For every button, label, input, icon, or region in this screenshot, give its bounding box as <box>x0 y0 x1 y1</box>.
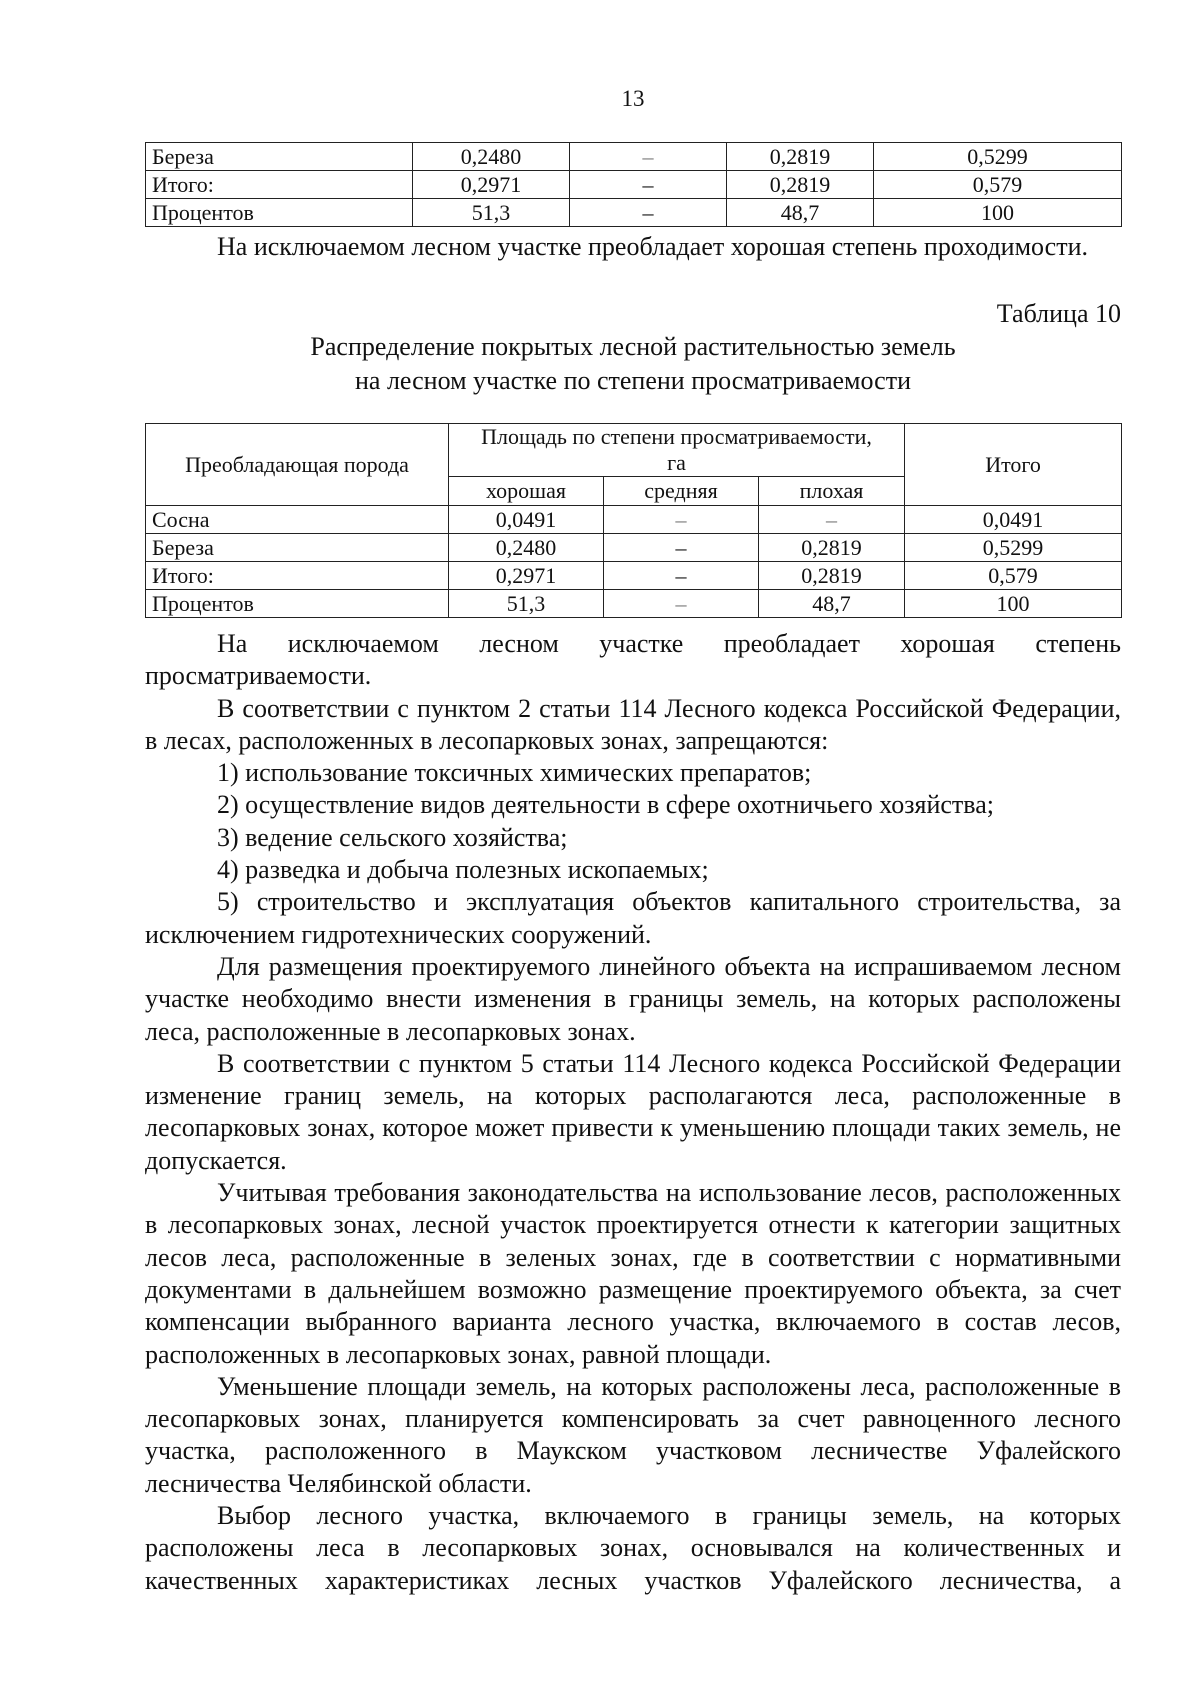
table-row <box>146 199 1122 227</box>
cell-species: Итого: <box>146 171 413 199</box>
cell-total: 100 <box>905 590 1122 618</box>
header-species: Преобладающая порода <box>146 424 449 506</box>
paragraph-article-2: В соответствии с пунктом 2 статьи 114 Лесного кодекса Российской Федерации, в лесах, расположенных в лесопарковых зонах, запрещаются: <box>145 693 1121 755</box>
paragraph-choice: Выбор лесного участка, включаемого в границы земель, на которых расположены леса в лесопарковых зонах, основывался на количественных и качественных характеристиках лесных участков Уфалейского лесничества, а <box>145 1501 1121 1595</box>
subheader-poor: плохая <box>759 477 905 506</box>
paragraph-passability: На исключаемом лесном участке преобладает хорошая степень проходимости. <box>217 232 1088 261</box>
header-area-line: га <box>667 450 686 475</box>
cell-total: 0,5299 <box>874 143 1122 171</box>
list-item: 5) строительство и эксплуатация объектов капитального строительства, за исключением гидротехнических сооружений. <box>145 887 1121 949</box>
list-item: 4) разведка и добыча полезных ископаемых; <box>217 855 709 885</box>
table-caption: Таблица 10 <box>996 299 1121 328</box>
cell-value: 0,2819 <box>759 534 905 562</box>
cell-value: 0,0491 <box>449 506 604 534</box>
body-text <box>145 628 1121 1597</box>
cell-species: Процентов <box>146 590 449 618</box>
cell-total: 0,579 <box>905 562 1122 590</box>
table-row <box>146 590 1122 618</box>
cell-total: 0,0491 <box>905 506 1122 534</box>
cell-total: 0,579 <box>874 171 1122 199</box>
header-area <box>449 424 905 477</box>
cell-value: 0,2819 <box>727 143 874 171</box>
cell-value: – <box>759 506 905 534</box>
table-title <box>145 330 1121 398</box>
cell-value: 0,2971 <box>413 171 570 199</box>
cell-value: – <box>604 562 759 590</box>
table-row <box>146 562 1122 590</box>
paragraph-article-5: В соответствии с пунктом 5 статьи 114 Лесного кодекса Российской Федерации изменение границ земель, на которых располагаются леса, расположенные в лесопарковых зонах, которое может привести к уменьшению площади таких земель, не допускается. <box>145 1048 1121 1175</box>
list-item: 1) использование токсичных химических препаратов; <box>217 758 812 788</box>
cell-species: Береза <box>146 534 449 562</box>
cell-value: 51,3 <box>449 590 604 618</box>
page-number: 13 <box>621 86 645 111</box>
cell-value: 0,2480 <box>449 534 604 562</box>
table-header-row <box>146 424 1122 477</box>
cell-total: 0,5299 <box>905 534 1122 562</box>
cell-value: 0,2971 <box>449 562 604 590</box>
cell-value: – <box>604 534 759 562</box>
cell-value: 48,7 <box>759 590 905 618</box>
cell-value: – <box>570 199 727 227</box>
cell-species: Итого: <box>146 562 449 590</box>
table-continuation <box>145 142 1122 227</box>
table-title-line: на лесном участке по степени просматриваемости <box>355 366 911 395</box>
cell-value: – <box>604 590 759 618</box>
cell-species: Процентов <box>146 199 413 227</box>
cell-value: 0,2819 <box>727 171 874 199</box>
subheader-medium: средняя <box>604 477 759 506</box>
cell-value: 51,3 <box>413 199 570 227</box>
cell-value: – <box>570 171 727 199</box>
cell-value: 0,2819 <box>759 562 905 590</box>
table-row <box>146 171 1122 199</box>
cell-value: – <box>604 506 759 534</box>
paragraph-placement: Для размещения проектируемого линейного объекта на испрашиваемом лесном участке необходимо внести изменения в границы земель, на которых расположены леса, расположенные в лесопарковых зонах. <box>145 951 1121 1046</box>
table-row <box>146 143 1122 171</box>
cell-value: 0,2480 <box>413 143 570 171</box>
header-total: Итого <box>905 424 1122 506</box>
table-title-line: Распределение покрытых лесной растительностью земель <box>310 332 956 361</box>
paragraph-reduction: Уменьшение площади земель, на которых расположены леса, расположенные в лесопарковых зонах, планируется компенсировать за счет равноценного лесного участка, расположенного в Маукском участковом лесничестве Уфалейского лесничества Челябинской области. <box>145 1371 1121 1498</box>
cell-total: 100 <box>874 199 1122 227</box>
cell-value: 48,7 <box>727 199 874 227</box>
paragraph-requirements: Учитывая требования законодательства на использование лесов, расположенных в лесопарковых зонах, лесной участок проектируется отнести к категории защитных лесов леса, расположенные в зеленых зонах, где в соответствии с нормативными документами в дальнейшем возможно размещение проектируемого объекта, за счет компенсации выбранного варианта лесного участка, включаемого в состав лесов, расположенных в лесопарковых зонах, равной площади. <box>145 1178 1121 1369</box>
cell-species: Сосна <box>146 506 449 534</box>
table-visibility <box>145 423 1122 618</box>
list-item: 3) ведение сельского хозяйства; <box>217 822 568 852</box>
subheader-good: хорошая <box>449 477 604 506</box>
table-row <box>146 506 1122 534</box>
list-item: 2) осуществление видов деятельности в сфере охотничьего хозяйства; <box>217 790 994 820</box>
cell-species: Береза <box>146 143 413 171</box>
table-row <box>146 534 1122 562</box>
cell-value: – <box>570 143 727 171</box>
paragraph-visibility: На исключаемом лесном участке преобладает хорошая степень просматриваемости. <box>145 629 1121 691</box>
header-area-line: Площадь по степени просматриваемости, <box>481 424 872 449</box>
